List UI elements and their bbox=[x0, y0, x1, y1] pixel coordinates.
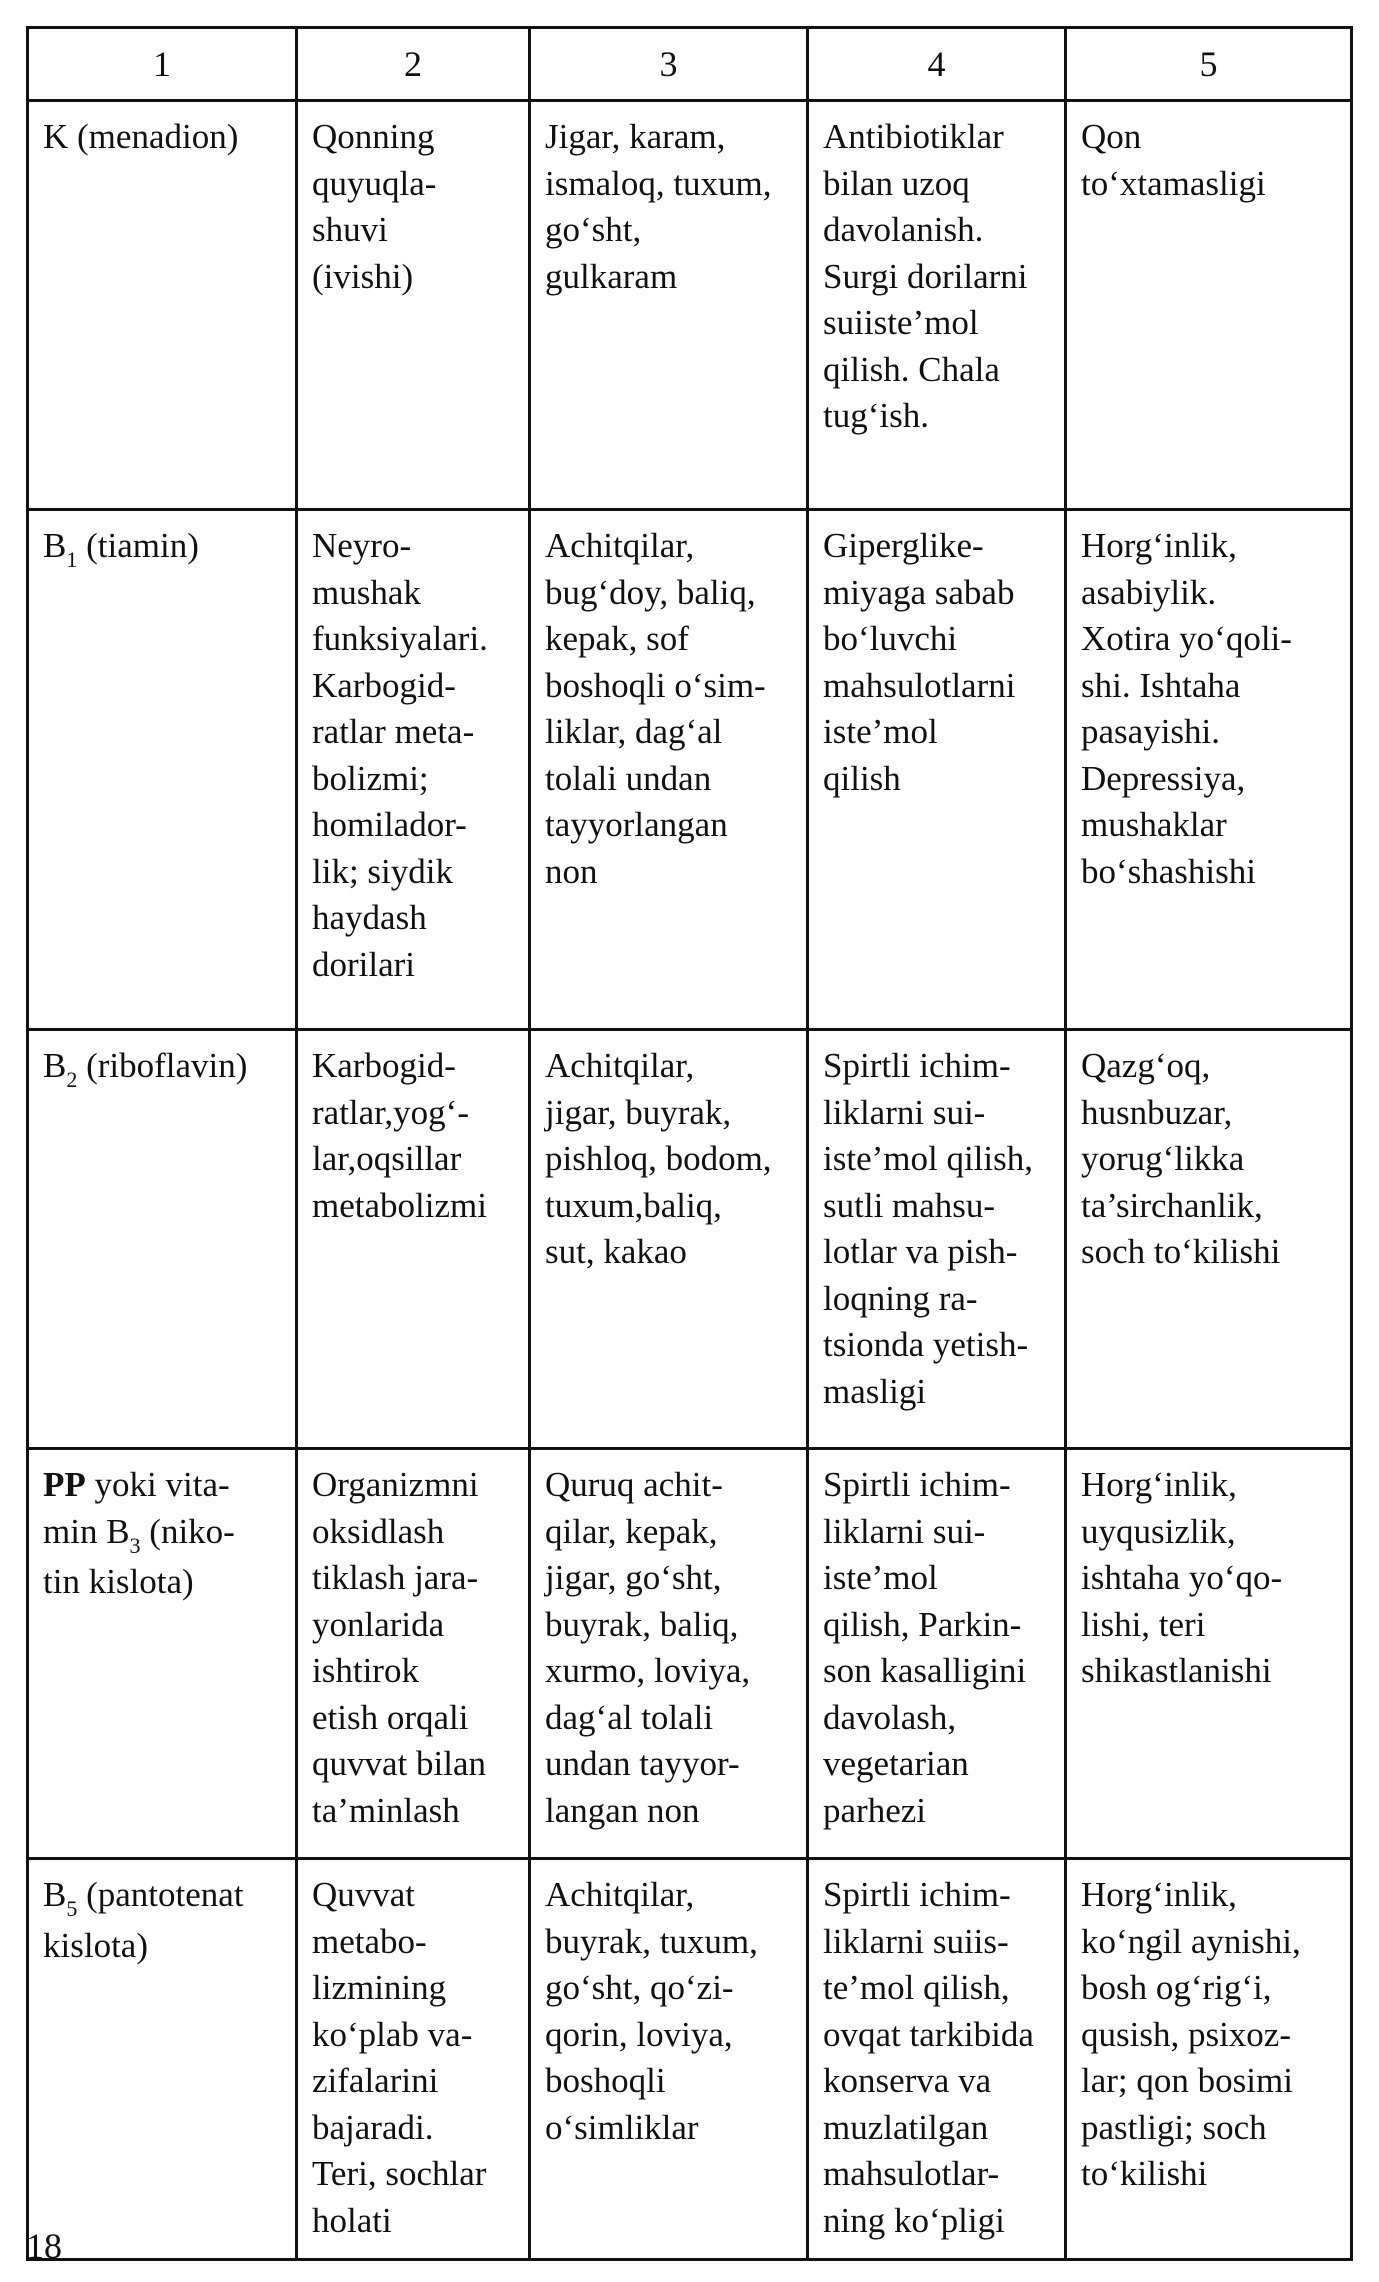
column-header: 2 bbox=[297, 28, 530, 101]
page-number: 18 bbox=[26, 2226, 62, 2266]
vitamin-cell: PP yoki vita- $\min B_3$ (niko- tin kislota) bbox=[28, 1449, 297, 1859]
symptoms-cell: Qazg‘oq, husnbuzar, yorug‘likka ta’sirchanlik, soch to‘kilishi bbox=[1066, 1030, 1352, 1449]
vitamin-cell: K (menadion) bbox=[28, 101, 297, 510]
table-row bbox=[28, 101, 1352, 510]
function-cell: Karbogid- ratlar,yog‘- lar,oqsillar metabolizmi bbox=[297, 1030, 530, 1449]
vitamin-cell: $B_5$ (pantotenat kislota) bbox=[28, 1859, 297, 2260]
column-header: 3 bbox=[530, 28, 808, 101]
table-row bbox=[28, 1030, 1352, 1449]
vitamin-cell: $B_1$ (tiamin) bbox=[28, 510, 297, 1030]
causes-cell: Spirtli ichim- liklarni sui- iste’mol qilish, sutli mahsu- lotlar va pish- loqning ra- tsionda yetish- masligi bbox=[808, 1030, 1066, 1449]
function-cell: Qonning quyuqla- shuvi (ivishi) bbox=[297, 101, 530, 510]
column-header: 1 bbox=[28, 28, 297, 101]
table-row bbox=[28, 510, 1352, 1030]
symptoms-cell: Horg‘inlik, uyqusizlik, ishtaha yo‘qo- lishi, teri shikastlanishi bbox=[1066, 1449, 1352, 1859]
causes-cell: Antibiotiklar bilan uzoq davolanish. Surgi dorilarni suiiste’mol qilish. Chala tug‘ish. bbox=[808, 101, 1066, 510]
function-cell: Quvvat metabo- lizmining ko‘plab va- zifalarini bajaradi. Teri, sochlar holati bbox=[297, 1859, 530, 2260]
table-row bbox=[28, 1859, 1352, 2260]
vitamin-table bbox=[26, 26, 1353, 2261]
sources-cell: Achitqilar, buyrak, tuxum, go‘sht, qo‘zi- qorin, loviya, boshoqli o‘simliklar bbox=[530, 1859, 808, 2260]
causes-cell: Spirtli ichim- liklarni sui- iste’mol qilish, Parkin- son kasalligini davolash, vegetarian parhezi bbox=[808, 1449, 1066, 1859]
sources-cell: Jigar, karam, ismaloq, tuxum, go‘sht, gulkaram bbox=[530, 101, 808, 510]
symptoms-cell: Horg‘inlik, ko‘ngil aynishi, bosh og‘rig‘i, qusish, psixoz- lar; qon bosimi pastligi; soch to‘kilishi bbox=[1066, 1859, 1352, 2260]
function-cell: Neyro- mushak funksiyalari. Karbogid- ratlar meta- bolizmi; homilador- lik; siydik haydash dorilari bbox=[297, 510, 530, 1030]
causes-cell: Spirtli ichim- liklarni suiis- te’mol qilish, ovqat tarkibida konserva va muzlatilgan mahsulotlar- ning ko‘pligi bbox=[808, 1859, 1066, 2260]
sources-cell: Quruq achit- qilar, kepak, jigar, go‘sht, buyrak, baliq, xurmo, loviya, dag‘al tolali undan tayyor- langan non bbox=[530, 1449, 808, 1859]
causes-cell: Giperglike- miyaga sabab bo‘luvchi mahsulotlarni iste’mol qilish bbox=[808, 510, 1066, 1030]
vitamin-cell: $B_2$ (riboflavin) bbox=[28, 1030, 297, 1449]
column-header: 4 bbox=[808, 28, 1066, 101]
table-row bbox=[28, 1449, 1352, 1859]
column-header: 5 bbox=[1066, 28, 1352, 101]
sources-cell: Achitqilar, bug‘doy, baliq, kepak, sof boshoqli o‘sim- liklar, dag‘al tolali undan tayyorlangan non bbox=[530, 510, 808, 1030]
symptoms-cell: Horg‘inlik, asabiylik. Xotira yo‘qoli- shi. Ishtaha pasayishi. Depressiya, mushaklar bo‘shashishi bbox=[1066, 510, 1352, 1030]
sources-cell: Achitqilar, jigar, buyrak, pishloq, bodom, tuxum,baliq, sut, kakao bbox=[530, 1030, 808, 1449]
function-cell: Organizmni oksidlash tiklash jara- yonlarida ishtirok etish orqali quvvat bilan ta’minlash bbox=[297, 1449, 530, 1859]
symptoms-cell: Qon to‘xtamasligi bbox=[1066, 101, 1352, 510]
header-row bbox=[28, 28, 1352, 101]
